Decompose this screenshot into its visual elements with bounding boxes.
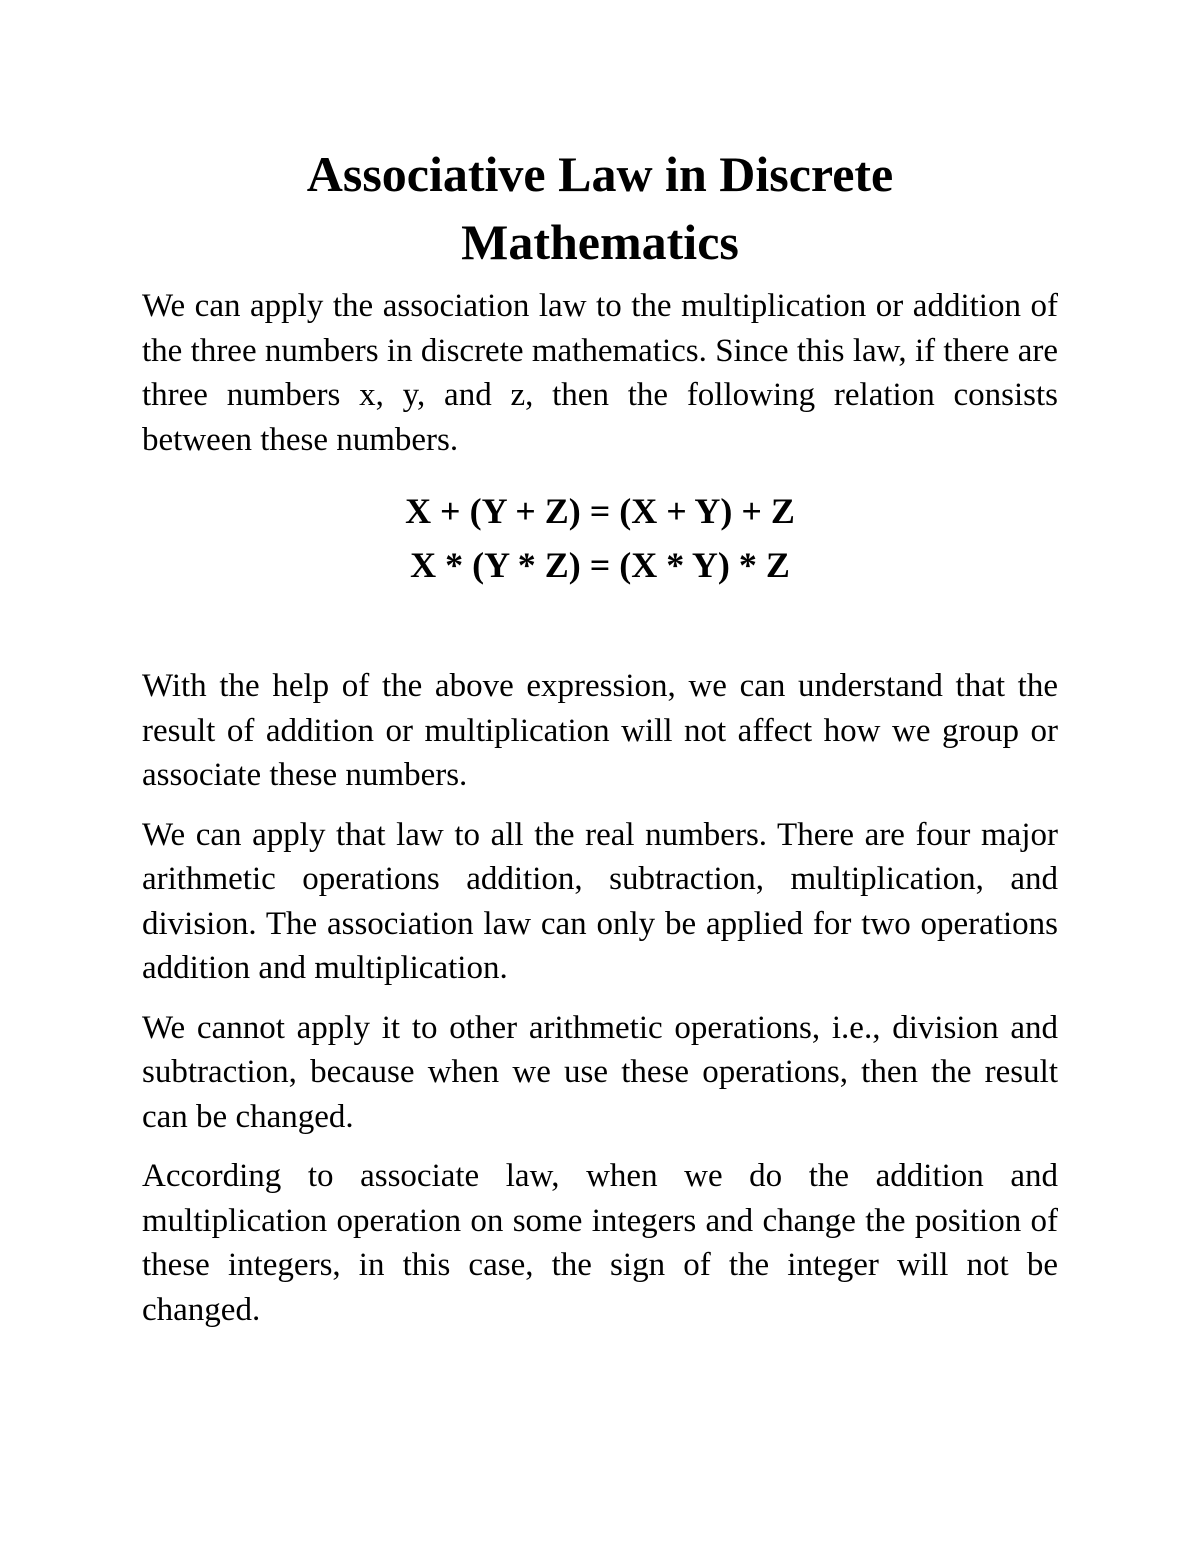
page-title	[142, 140, 1058, 276]
paragraph-4: According to associate law, when we do the addition and multiplication operation on some integers and change the position of these integers, in this case, the sign of the integer will not be changed.	[142, 1158, 1058, 1328]
equations-block	[142, 484, 1058, 592]
equation-addition: X + (Y + Z) = (X + Y) + Z	[405, 491, 795, 531]
title-line-1: Associative Law in Discrete	[306, 146, 894, 202]
intro-paragraph: We can apply the association law to the multiplication or addition of the three numbers in discrete mathematics. Since this law, if there are three numbers x, y, and z, then the following relation consists between these numbers.	[142, 288, 1058, 458]
paragraph-3: We cannot apply it to other arithmetic operations, i.e., division and subtraction, because when we use these operations, then the result can be changed.	[142, 1009, 1058, 1135]
spacer	[142, 592, 1058, 664]
title-line-2: Mathematics	[461, 214, 739, 270]
equation-multiplication: X * (Y * Z) = (X * Y) * Z	[410, 545, 790, 585]
paragraph-1: With the help of the above expression, we can understand that the result of addition or multiplication will not affect how we group or associate these numbers.	[142, 668, 1058, 793]
paragraph-2: We can apply that law to all the real numbers. There are four major arithmetic operations addition, subtraction, multiplication, and division. The association law can only be applied for two operations addition and multiplication.	[142, 816, 1058, 986]
document-page	[142, 140, 1058, 1347]
